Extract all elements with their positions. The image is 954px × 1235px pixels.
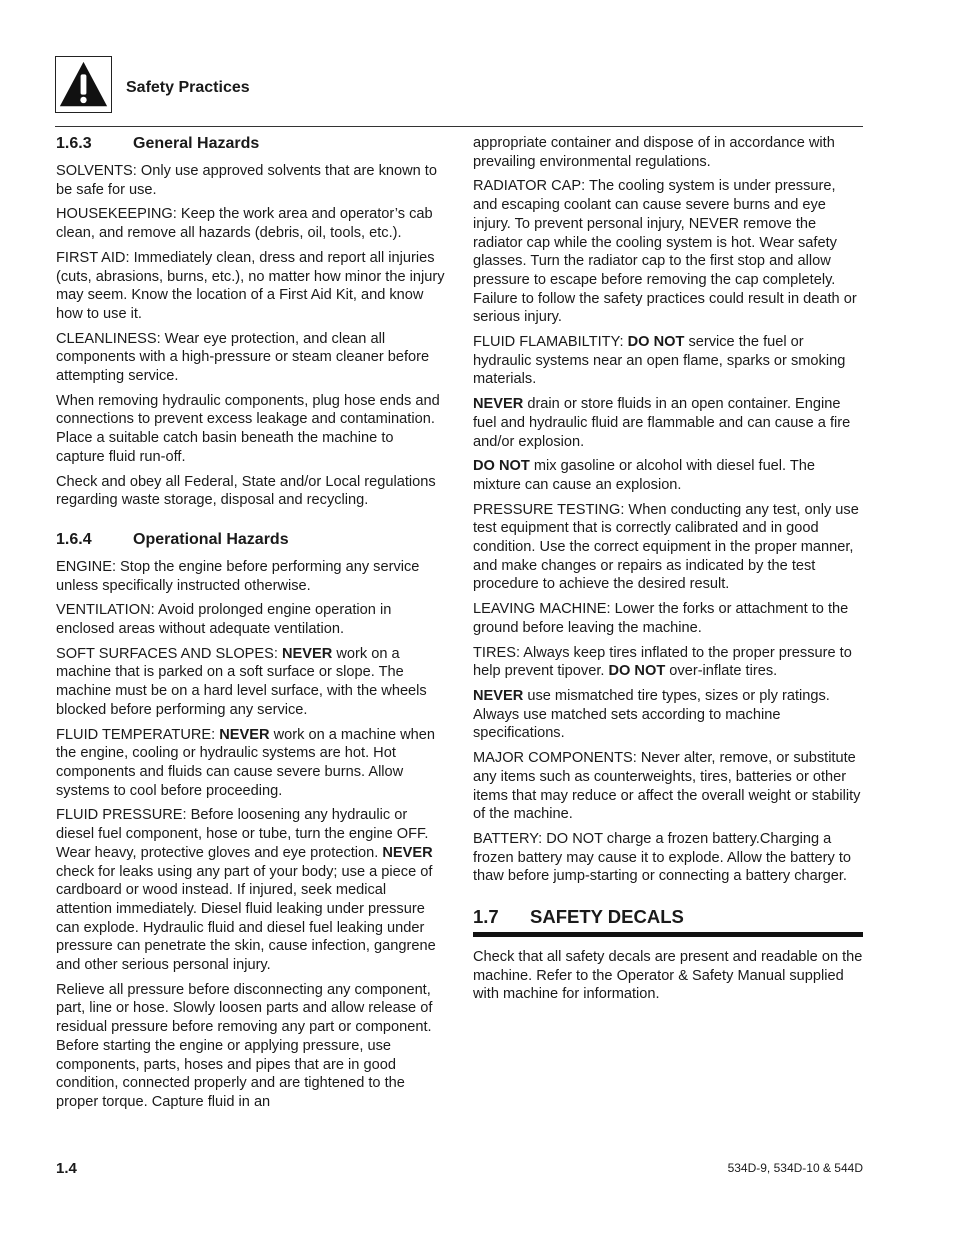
section-heading-1-6-3: [56, 134, 446, 154]
left-column: [56, 134, 446, 1118]
right-column: [473, 134, 863, 1010]
page-number: 1.4: [56, 1160, 77, 1177]
section-number: 1.6.3: [56, 135, 92, 152]
text-run: check for leaks using any part of your body; use a piece of cardboard or wood instead. If injured, seek medical attention immediately. Diesel fluid leaking under pressure can explode. Hydraulic fluid and diesel fuel leaking under pressure can penetrate the skin, cause infection, gangrene and other serious personal injury.: [56, 863, 436, 974]
paragraph-relieve-pressure: Relieve all pressure before disconnecting any component, part, line or hose. Slowly loosen parts and allow release of residual pressure before removing any part or component. Before starting the engine or applying pressure, use components, parts, hoses and pipes that are in good condition, connected properly and are tightened to the proper torque. Capture fluid in an: [56, 981, 433, 1110]
paragraph-leaving-machine: LEAVING MACHINE: Lower the forks or attachment to the ground before leaving the machine.: [473, 601, 849, 636]
paragraph-fluid-flammability: [473, 333, 863, 389]
bold-warning: NEVER: [219, 726, 270, 743]
text-run: over-inflate tires.: [665, 663, 778, 680]
paragraph-engine: ENGINE: Stop the engine before performing any service unless specifically instructed otherwise.: [56, 558, 420, 594]
paragraph-fluid-temperature: [56, 726, 446, 801]
paragraph-radiator-cap: RADIATOR CAP: The cooling system is under pressure, and escaping coolant can cause severe burns and eye injury. To prevent personal injury, NEVER remove the radiator cap while the cooling system is hot. Wear safety glasses. Turn the radiator cap to the first stop and allow pressure to escape before removing the cap completely. Failure to follow the safety practices could result in death or serious injury.: [473, 178, 857, 326]
section-title: General Hazards: [133, 135, 260, 152]
text-run: SOFT SURFACES AND SLOPES:: [56, 645, 282, 662]
paragraph-cleanliness: CLEANLINESS: Wear eye protection, and clean all components with a high-pressure or steam cleaner before attempting service.: [56, 330, 430, 385]
paragraph-never-drain: [473, 395, 863, 451]
bold-warning: NEVER: [473, 687, 524, 704]
paragraph-fluid-pressure: [56, 806, 446, 974]
bold-warning: DO NOT: [473, 458, 530, 475]
text-run: TIRES: Always keep tires inflated to the proper pressure to help prevent tipover.: [473, 644, 852, 680]
section-title: SAFETY DECALS: [530, 906, 684, 928]
section-heading-1-7: [473, 906, 863, 937]
text-run: FLUID PRESSURE: Before loosening any hydraulic or diesel fuel component, hose or tube, turn the engine OFF. Wear heavy, protective gloves and eye protection.: [56, 807, 429, 861]
section-number: 1.6.4: [56, 530, 92, 548]
paragraph-safety-decals: Check that all safety decals are present and readable on the machine. Refer to the Operator & Safety Manual supplied with machine for information.: [473, 949, 863, 1003]
paragraph-ventilation: VENTILATION: Avoid prolonged engine operation in enclosed areas without adequate ventilation.: [56, 602, 392, 638]
paragraph-battery: BATTERY: DO NOT charge a frozen battery.Charging a frozen battery may cause it to explode. Allow the battery to thaw before jump-starting or connecting a battery charger.: [473, 830, 852, 885]
paragraph-continued: appropriate container and dispose of in accordance with prevailing environmental regulations.: [473, 135, 835, 170]
bold-warning: NEVER: [282, 645, 333, 662]
bold-warning: NEVER: [473, 396, 524, 413]
paragraph-regulations: Check and obey all Federal, State and/or Local regulations regarding waste storage, disposal and recycling.: [56, 473, 436, 509]
paragraph-solvents: SOLVENTS: Only use approved solvents that are known to be safe for use.: [56, 163, 437, 198]
paragraph-housekeeping: HOUSEKEEPING: Keep the work area and operator’s cab clean, and remove all hazards (debris, oil, tools, etc.).: [56, 206, 433, 242]
paragraph-do-not-mix: [473, 457, 863, 494]
paragraph-first-aid: FIRST AID: Immediately clean, dress and report all injuries (cuts, abrasions, burns, etc.), no matter how minor the injury may seem. Know the location of a First Aid Kit, and know how to use it.: [56, 249, 445, 322]
text-run: work on a machine that is parked on a soft surface or slope. The machine must be on a hard level surface, with the wheels blocked before performing any service.: [56, 645, 427, 718]
text-run: service the fuel or hydraulic systems near an open flame, sparks or smoking materials.: [473, 334, 846, 388]
header-title: Safety Practices: [126, 79, 250, 96]
section-number: 1.7: [473, 906, 499, 928]
paragraph-soft-surfaces: [56, 645, 446, 720]
text-run: FLUID FLAMABILTITY:: [473, 334, 628, 351]
section-title: Operational Hazards: [133, 530, 289, 548]
paragraph-major-components: MAJOR COMPONENTS: Never alter, remove, or substitute any items such as counterweights, tires, batteries or other items that may reduce or affect the overall weight or stability of the machine.: [473, 750, 861, 823]
warning-triangle-icon: [55, 56, 112, 113]
section-heading-1-6-4: [56, 530, 446, 550]
text-run: drain or store fluids in an open container. Engine fuel and hydraulic fluid are flammable and can cause a fire and/or explosion.: [473, 396, 851, 450]
text-run: work on a machine when the engine, cooling or hydraulic systems are hot. Hot components and fluids can cause severe burns. Allow systems to cool before proceeding.: [56, 726, 436, 799]
header-divider: [55, 126, 863, 127]
paragraph-never-mismatch: [473, 687, 863, 743]
paragraph-tires: [473, 644, 863, 681]
text-run: use mismatched tire types, sizes or ply ratings. Always use matched sets according to machine specifications.: [473, 687, 830, 742]
text-run: FLUID TEMPERATURE:: [56, 726, 220, 743]
paragraph-pressure-testing: PRESSURE TESTING: When conducting any test, only use test equipment that is correctly calibrated and in good condition. Use the correct equipment in the proper manner, and make changes or repairs as indicated by the test procedure to achieve the desired result.: [473, 501, 859, 593]
text-run: mix gasoline or alcohol with diesel fuel. The mixture can cause an explosion.: [473, 458, 816, 493]
paragraph-hydraulic-removal: When removing hydraulic components, plug hose ends and connections to prevent excess leakage and contamination. Place a suitable catch basin beneath the machine to capture fluid run-off.: [56, 392, 440, 465]
bold-warning: DO NOT: [608, 663, 666, 680]
bold-warning: DO NOT: [627, 334, 685, 351]
footer-models: 534D-9, 534D-10 & 544D: [727, 1161, 863, 1175]
bold-warning: NEVER: [382, 844, 433, 861]
